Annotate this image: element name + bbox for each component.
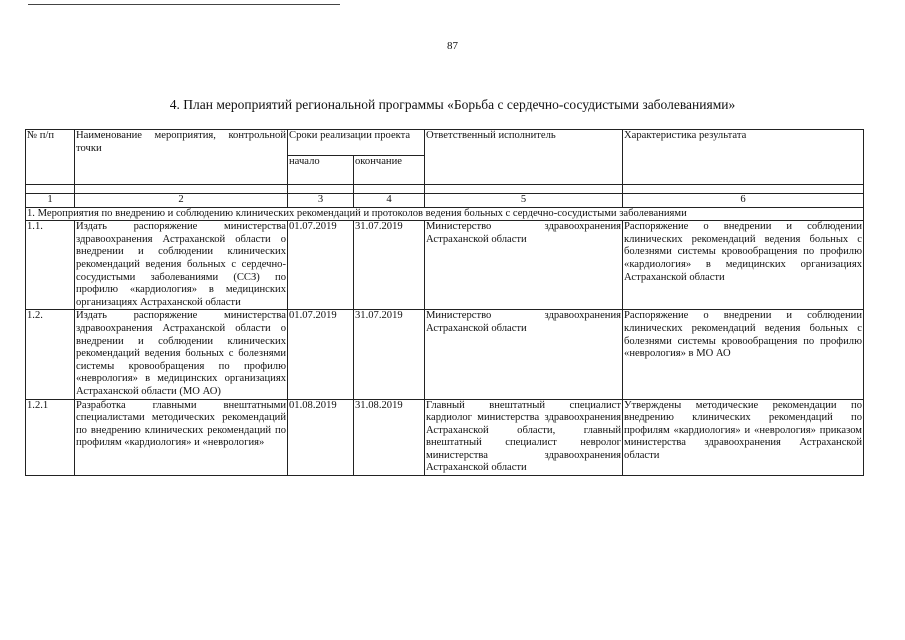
- section-row: [26, 207, 864, 221]
- row-activity: Издать распоряжение министерства здравоохранения Астраханской области о внедрении и соблюдении клинических рекомендаций ведения больных с болезнями системы кровообращения по профилю «неврология» в медицинских организациях Астраханской области (МО АО): [75, 310, 288, 399]
- table-row: [26, 399, 864, 476]
- header-executor: Ответственный исполнитель: [425, 130, 623, 185]
- page-title: 4. План мероприятий региональной программы «Борьба с сердечно-сосудистыми заболеваниями»: [169, 97, 736, 112]
- row-result: Утверждены методические рекомендации по внедрению клинических рекомендаций по профилям «кардиология» и «неврология» приказом министерства здравоохранения Астраханской области: [623, 399, 864, 476]
- header-row: [26, 130, 864, 156]
- row-end-date: 31.07.2019: [354, 221, 425, 310]
- row-number: 1.2.1: [26, 399, 75, 476]
- column-number: 2: [75, 194, 288, 208]
- header-end: окончание: [354, 156, 425, 185]
- row-result: Распоряжение о внедрении и соблюдении клинических рекомендаций ведения больных с болезнями системы кровообращения по профилю «неврология» в МО АО: [623, 310, 864, 399]
- row-activity: Разработка главными внештатными специалистами методических рекомендаций по внедрению клинических рекомендаций по профилям «кардиология» и «неврология»: [75, 399, 288, 476]
- row-activity: Издать распоряжение министерства здравоохранения Астраханской области о внедрении и соблюдении клинических рекомендаций ведения больных с сердечно-сосудистыми заболеваниями (ССЗ) по профилю «кардиология» в медицинских организациях Астраханской области: [75, 221, 288, 310]
- row-number: 1.2.: [26, 310, 75, 399]
- row-executor: Министерство здравоохранения Астраханской области: [425, 310, 623, 399]
- row-start-date: 01.07.2019: [288, 221, 354, 310]
- header-num: № п/п: [26, 130, 75, 185]
- top-rule: [28, 4, 340, 5]
- row-number: 1.1.: [26, 221, 75, 310]
- row-result: Распоряжение о внедрении и соблюдении клинических рекомендаций ведения больных с болезнями системы кровообращения по профилю «кардиология» в медицинских организациях Астраханской области: [623, 221, 864, 310]
- header-start: начало: [288, 156, 354, 185]
- row-end-date: 31.08.2019: [354, 399, 425, 476]
- column-number: 5: [425, 194, 623, 208]
- section-heading: 1. Мероприятия по внедрению и соблюдению клинических рекомендаций и протоколов ведения больных с сердечно-сосудистыми заболеваниями: [26, 207, 864, 221]
- column-number: 3: [288, 194, 354, 208]
- column-number: 4: [354, 194, 425, 208]
- column-number: 1: [26, 194, 75, 208]
- table-row: [26, 221, 864, 310]
- spacer-row: [26, 185, 864, 194]
- header-result: Характеристика результата: [623, 130, 864, 185]
- header-name: Наименование мероприятия, контрольной точки: [75, 130, 288, 185]
- column-numbers-row: [26, 194, 864, 208]
- page-number: 87: [447, 40, 458, 52]
- row-start-date: 01.08.2019: [288, 399, 354, 476]
- row-executor: Министерство здравоохранения Астраханской области: [425, 221, 623, 310]
- table-row: [26, 310, 864, 399]
- column-number: 6: [623, 194, 864, 208]
- action-plan-table: [25, 129, 864, 476]
- row-end-date: 31.07.2019: [354, 310, 425, 399]
- row-start-date: 01.07.2019: [288, 310, 354, 399]
- header-dates: Сроки реализации проекта: [288, 130, 425, 156]
- row-executor: Главный внештатный специалист кардиолог министерства здравоохранения Астраханской области, главный внештатный специалист невролог министерства здравоохранения Астраханской области: [425, 399, 623, 476]
